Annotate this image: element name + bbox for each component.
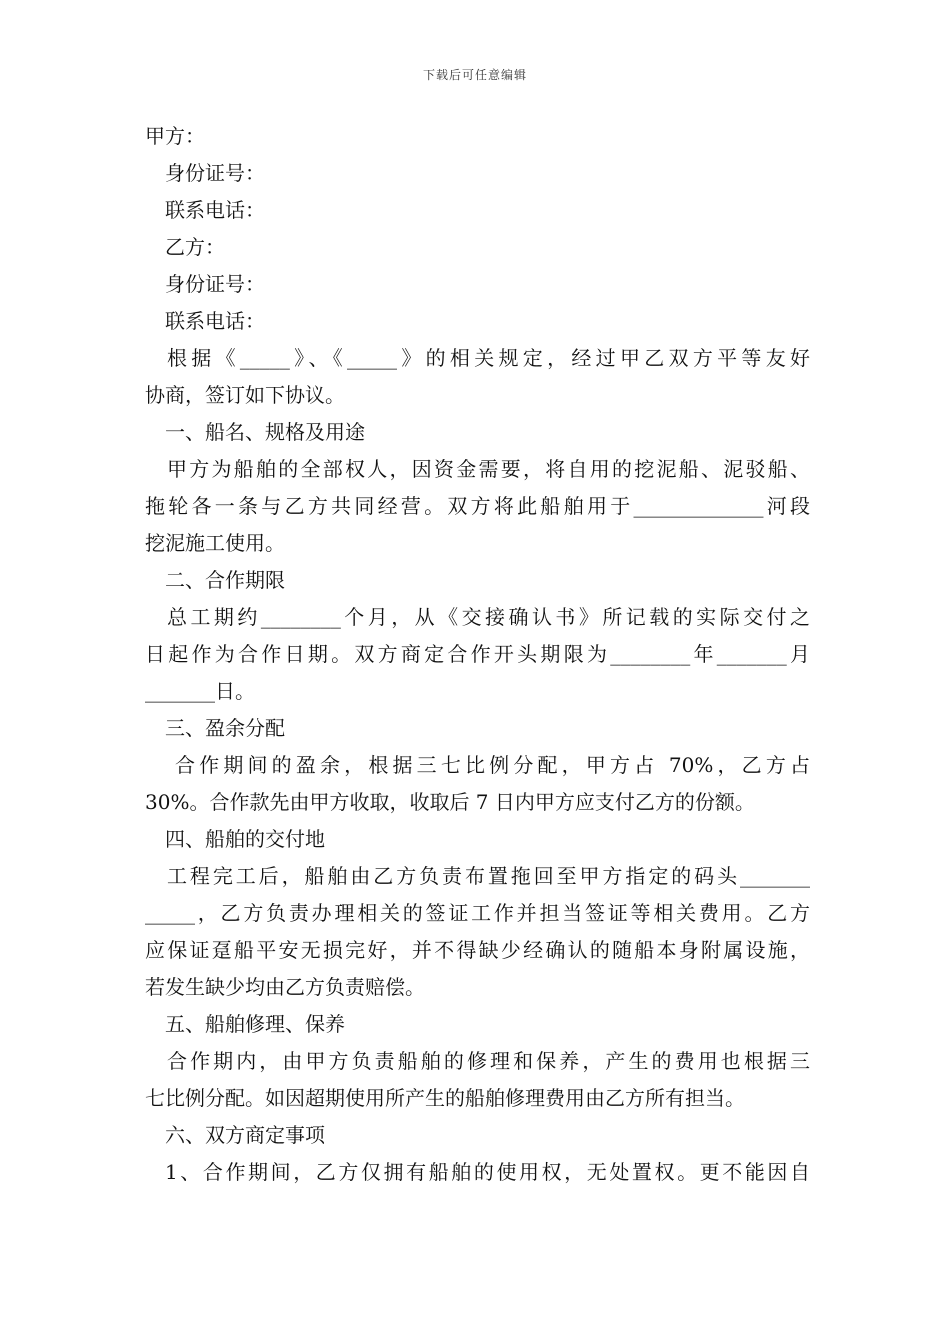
paragraph-line: 合作期内，由甲方负责船舶的修理和保养，产生的费用也根据三 [167,1049,810,1073]
section-heading: 五、船舶修理、保养 [165,1012,345,1036]
paragraph-line: 1、合作期间，乙方仅拥有船舶的使用权，无处置权。更不能因自 [165,1160,810,1184]
party-b-phone-label: 联系电话： [165,309,265,333]
paragraph-line: 30%。合作款先由甲方收取，收取后 7 日内甲方应支付乙方的份额。 [145,790,755,814]
paragraph-line: 总工期约________个月，从《交接确认书》所记载的实际交付之 [167,605,810,629]
paragraph-line: 合作期间的盈余，根据三七比例分配，甲方占 70%，乙方占 [175,753,810,777]
paragraph-line: 拖轮各一条与乙方共同经营。双方将此船舶用于_____________河段 [145,494,810,518]
paragraph-line: 甲方为船舶的全部权人，因资金需要，将自用的挖泥船、泥驳船、 [167,457,810,481]
paragraph-line: 挖泥施工使用。 [145,531,285,555]
paragraph-line: _______日。 [145,679,255,703]
paragraph-line: _____，乙方负责办理相关的签证工作并担当签证等相关费用。乙方 [145,901,810,925]
paragraph-line: 七比例分配。如因超期使用所产生的船舶修理费用由乙方所有担当。 [145,1086,745,1110]
section-heading: 四、船舶的交付地 [165,827,325,851]
section-heading: 一、船名、规格及用途 [165,420,365,444]
party-a-phone-label: 联系电话： [165,198,265,222]
paragraph-line: 日起作为合作日期。双方商定合作开头期限为________年_______月 [145,642,810,666]
party-a-id-label: 身份证号： [165,161,265,185]
paragraph-line: 若发生缺少均由乙方负责赔偿。 [145,975,425,999]
section-heading: 六、双方商定事项 [165,1123,325,1147]
preamble-line: 根据《_____》、《_____》的相关规定，经过甲乙双方平等友好 [167,346,810,370]
preamble-line: 协商，签订如下协议。 [145,383,345,407]
section-heading: 二、合作期限 [165,568,285,592]
document-body [145,118,810,1191]
party-b-label: 乙方： [165,235,225,259]
paragraph-line: 工程完工后，船舶由乙方负责布置拖回至甲方指定的码头_______ [167,864,810,888]
party-b-id-label: 身份证号： [165,272,265,296]
party-a-label: 甲方： [145,124,205,148]
section-heading: 三、盈余分配 [165,716,285,740]
page-header: 下载后可任意编辑 [422,68,527,82]
paragraph-line: 应保证趸船平安无损完好，并不得缺少经确认的随船本身附属设施， [145,938,810,962]
